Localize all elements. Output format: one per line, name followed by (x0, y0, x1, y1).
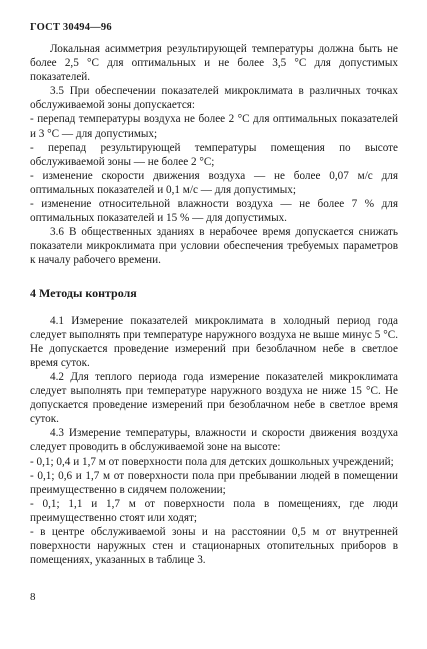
document-header: ГОСТ 30494—96 (30, 22, 112, 33)
list-item-height-standing: - 0,1; 1,1 и 1,7 м от поверхности пола в помещениях, где люди преимущественно стоят или ходят; (30, 497, 398, 524)
paragraph-4-3: 4.3 Измерение температуры, влажности и скорости движения воздуха следует проводить в обслуживаемой зоне на высоте: (30, 427, 398, 454)
list-item-humidity: - изменение относительной влажности воздуха — не более 7 % для оптимальных показателей и 15 % — для допустимых. (30, 198, 398, 225)
document-body (30, 42, 398, 567)
paragraph-4-1: 4.1 Измерение показателей микроклимата в холодный период года следует выполнять при температуре наружного воздуха не выше минус 5 °С. Не допускается проведение измерений при безоблачном небе в светлое время суток. (30, 314, 398, 369)
paragraph-asymmetry: Локальная асимметрия результирующей температуры должна быть не более 2,5 °С для оптимальных и не более 3,5 °С для допустимых показателей. (30, 43, 398, 84)
list-item-center-zone: - в центре обслуживаемой зоны и на расстоянии 0,5 м от внутренней поверхности наружных стен и стационарных отопительных приборов в помещениях, указанных в таблице 3. (30, 526, 398, 567)
page-number: 8 (30, 591, 36, 603)
list-item-resulting-temperature: - перепад результирующей температуры помещения по высоте обслуживаемой зоны — не более 2 °С; (30, 141, 398, 168)
list-item-height-preschool: - 0,1; 0,4 и 1,7 м от поверхности пола для детских дошкольных учреждений; (30, 455, 394, 468)
list-item-air-temperature: - перепад температуры воздуха не более 2 °С для оптимальных показателей и 3 °С — для допустимых; (30, 113, 398, 140)
paragraph-3-5: 3.5 При обеспечении показателей микроклимата в различных точках обслуживаемой зоны допускается: (30, 85, 398, 112)
list-item-air-velocity: - изменение скорости движения воздуха — не более 0,07 м/с для оптимальных показателей и 0,1 м/с — для допустимых; (30, 169, 398, 196)
paragraph-4-2: 4.2 Для теплого периода года измерение показателей микроклимата следует выполнять при температуре наружного воздуха не ниже 15 °С. Не допускается проведение измерений при безоблачном небе в светлое время суток. (30, 370, 398, 426)
paragraph-3-6: 3.6 В общественных зданиях в нерабочее время допускается снижать показатели микроклимата при условии обеспечения требуемых параметров к началу рабочего времени. (30, 226, 398, 267)
list-item-height-sitting: - 0,1; 0,6 и 1,7 м от поверхности пола при пребывании людей в помещении преимущественно в сидячем положении; (30, 469, 398, 496)
section-title: 4 Методы контроля (30, 285, 137, 300)
